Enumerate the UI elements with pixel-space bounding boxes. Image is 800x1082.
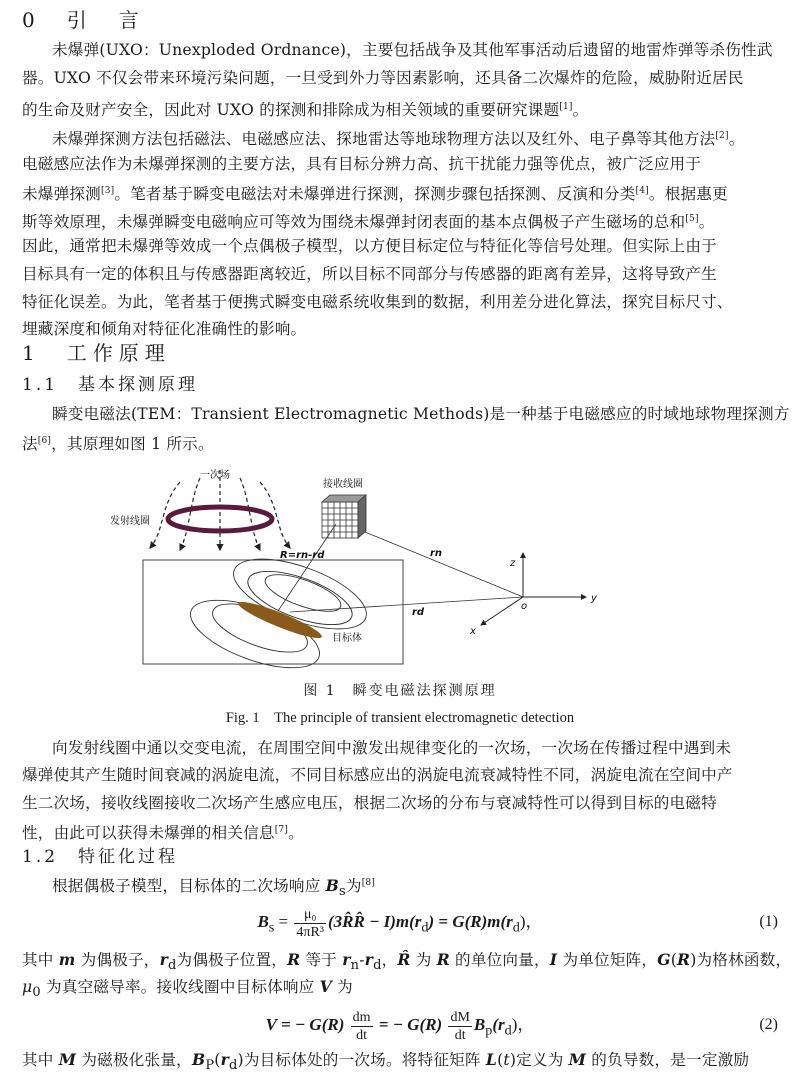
text-line	[22, 150, 782, 178]
math-symbol: R̂	[397, 950, 411, 969]
text-segment: )为格林函数，	[690, 951, 792, 969]
text-segment: (	[214, 1051, 221, 1069]
eq1-equals: =	[274, 912, 293, 931]
text-segment: 其中	[22, 951, 59, 969]
math-symbol: M	[568, 1050, 587, 1069]
citation: [6]	[37, 436, 52, 447]
text-segment: 为	[331, 977, 353, 996]
subsection-heading-characterization: 1.2 特征化过程	[22, 847, 179, 867]
text-segment: )为目标体处的一次场。将特征矩阵	[237, 1051, 486, 1069]
text-segment: 未爆弹探测方法包括磁法、电磁感应法、探地雷达等地球物理方法以及红外、电子鼻等其他方法	[52, 130, 716, 148]
text-segment: 等于	[300, 951, 343, 969]
eq1-mid2: ) = G(R)m(r	[428, 912, 513, 931]
eq1-lhs-sub: s	[268, 919, 275, 936]
text-line	[52, 36, 782, 64]
subscript: 0	[32, 984, 41, 1000]
figure-1-diagram	[0, 455, 800, 680]
eq1-denominator: 4πR³	[296, 924, 324, 940]
label-target: 目标体	[332, 633, 362, 644]
label-R-equation: R=rn-rd	[280, 550, 325, 561]
math-symbol: M	[58, 1050, 77, 1069]
text-segment: 埋藏深度和倾角对特征化准确性的影响。	[22, 320, 307, 339]
eq1-numerator: μ₀	[294, 906, 326, 924]
text-segment: 。	[728, 130, 745, 148]
text-segment: 为单位矩阵，	[557, 951, 658, 969]
section-heading-working-principle: 1 工作原理	[22, 341, 171, 365]
subscript: d	[373, 958, 382, 974]
text-segment: -	[359, 951, 365, 969]
citation: [3]	[100, 186, 115, 197]
eq1-end: )，	[519, 912, 543, 931]
text-line	[22, 288, 782, 316]
eq2-fraction-1	[351, 1009, 373, 1044]
equation-number-1: (1)	[759, 913, 778, 930]
label-primary-field: 一次场	[200, 470, 230, 481]
subscript: d	[168, 958, 177, 974]
eq2-lhs: V	[265, 1015, 277, 1034]
text-line	[52, 400, 790, 428]
text-segment: 的生命及财产安全，因此对 UXO 的探测和排除成为相关领域的重要研究课题	[22, 100, 560, 119]
text-segment: 爆弹使其产生随时间衰减的涡旋电流，不同目标感应出的涡旋电流衰减特性不同，涡旋电流在空间中产	[22, 766, 733, 785]
text-segment: 向发射线圈中通以交变电流，在周围空间中激发出规律变化的一次场，一次场在传播过程中遇到未	[52, 739, 732, 757]
section-heading-introduction: 0 引 言	[22, 8, 145, 32]
citation: [4]	[635, 186, 649, 197]
text-line	[22, 973, 782, 1001]
text-segment: 。	[698, 212, 715, 231]
eq2-term2: = − G(R)	[374, 1015, 447, 1034]
citation: [2]	[715, 131, 729, 141]
eq1-sub-d2: d	[512, 919, 520, 936]
text-segment: 瞬变电磁法(TEM：Transient Electromagnetic Methods)是一种基于电磁感应的时域地球物理探测方	[52, 405, 790, 423]
text-segment: 。	[572, 100, 589, 119]
receiver-coil-cube	[322, 495, 366, 538]
text-segment: 为偶极子位置，	[176, 951, 288, 969]
math-symbol: R	[436, 950, 450, 969]
text-segment: )定义为	[509, 1051, 569, 1069]
text-segment: 为偶极子，	[75, 951, 160, 969]
math-symbol: B	[191, 1050, 206, 1069]
text-line	[22, 205, 782, 233]
eq1-lhs: B	[257, 912, 269, 931]
subsection-heading-basic-principle: 1.1 基本探测原理	[22, 375, 199, 395]
equation-number-2: (2)	[759, 1016, 778, 1033]
math-symbol: r	[364, 950, 374, 969]
text-segment: 特征化误差。为此，笔者基于便携式瞬变电磁系统收集到的数据，利用差分进化算法，探究目标尺寸、	[22, 292, 733, 311]
eq2-term1: = − G(R)	[276, 1015, 349, 1034]
math-symbol: L	[485, 1050, 498, 1069]
text-line	[22, 177, 782, 205]
label-transmitter-coil: 发射线圈	[110, 516, 150, 527]
citation: [7]	[274, 825, 289, 836]
text-segment: (	[497, 1051, 504, 1069]
subscript: P	[205, 1058, 215, 1074]
text-segment: 未爆弹探测	[22, 185, 101, 204]
math-symbol: m	[58, 950, 76, 969]
eq2-end: )，	[511, 1015, 535, 1034]
math-symbol: V	[319, 976, 332, 996]
text-line	[52, 122, 782, 150]
text-segment: 法	[22, 435, 38, 454]
math-symbol: r	[220, 1050, 229, 1069]
text-segment: 目标具有一定的体积且与传感器距离较近，所以目标不同部分与传感器的距离有差异，这将导致产生	[22, 265, 717, 283]
math-symbol: r	[159, 950, 169, 969]
label-receiver-coil: 接收线圈	[323, 479, 363, 490]
subscript: n	[350, 958, 360, 974]
text-segment: 性，由此可以获得未爆弹的相关信息	[22, 824, 275, 843]
eq2-num1: dm	[352, 1009, 371, 1025]
eq1-sub-d: d	[421, 919, 429, 936]
text-segment: 。	[288, 824, 304, 843]
text-line	[52, 869, 782, 900]
text-segment: 为磁极化张量，	[76, 1051, 192, 1069]
text-line	[22, 1046, 782, 1074]
text-segment: 电磁感应法作为未爆弹探测的主要方法，具有目标分辨力高、抗干扰能力强等优点，被广泛应用于	[22, 154, 702, 173]
text-line	[52, 734, 782, 762]
equation-1	[0, 900, 800, 944]
subscript: s	[339, 884, 346, 900]
math-symbol: μ	[22, 977, 33, 996]
vectors	[278, 524, 523, 612]
figure-caption-cn: 图 1 瞬变电磁法探测原理	[303, 683, 497, 699]
citation: [1]	[559, 101, 573, 112]
text-line	[22, 427, 782, 455]
eq2-sub-d: d	[504, 1022, 512, 1039]
text-segment: ，其原理如图 1 所示。	[51, 435, 214, 454]
text-segment: 的负导数，是一定激励	[586, 1051, 750, 1069]
text-segment: 生二次场，接收线圈接收二次场产生感应电压，根据二次场的分布与衰减特性可以得到目标的电磁特	[22, 793, 717, 812]
label-origin: o	[521, 601, 528, 612]
eq2-fraction-2	[448, 1009, 471, 1044]
label-rn: rn	[430, 548, 443, 559]
text-segment: 为	[410, 951, 437, 969]
citation: [5]	[685, 213, 699, 224]
label-z-axis: z	[510, 558, 516, 569]
text-line	[22, 260, 782, 288]
text-segment: ，	[381, 951, 398, 969]
eq2-den1: dt	[356, 1027, 368, 1043]
eq2-tail: B	[473, 1015, 486, 1034]
eq2-num2: dM	[450, 1009, 470, 1025]
text-segment: 为	[345, 877, 362, 895]
text-segment: 的单位向量，	[449, 951, 550, 969]
text-segment: 因此，通常把未爆弹等效成一个点偶极子模型，以方便目标定位与特征化等信号处理。但实际上由于	[22, 237, 717, 256]
math-symbol: I	[549, 950, 558, 969]
coordinate-axes	[481, 553, 586, 625]
label-y-axis: y	[591, 593, 597, 604]
text-line	[22, 789, 782, 817]
math-symbol: B	[325, 876, 340, 895]
eq2-tail2: (r	[492, 1015, 505, 1034]
text-segment: 其中	[22, 1051, 59, 1069]
label-rd: rd	[412, 607, 425, 618]
text-line	[22, 816, 782, 844]
math-symbol: R	[287, 950, 301, 969]
citation: [8]	[361, 878, 376, 888]
math-symbol: r	[342, 950, 351, 969]
text-line	[22, 761, 782, 789]
math-symbol: R	[677, 950, 691, 969]
text-segment: 器。UXO 不仅会带来环境污染问题，一旦受到外力等因素影响，还具备二次爆炸的危险，威胁附近居民	[22, 69, 744, 88]
eq2-den2: dt	[454, 1027, 466, 1043]
math-symbol: G	[657, 950, 671, 969]
math-symbol: t	[503, 1051, 510, 1069]
target-body	[236, 597, 325, 644]
subscript: d	[229, 1058, 238, 1074]
equation-2	[0, 1003, 800, 1047]
eq1-fraction	[294, 906, 326, 941]
primary-field-lines	[150, 470, 290, 550]
label-x-axis: x	[470, 626, 476, 637]
figure-caption-en: Fig. 1 The principle of transient electromagnetic detection	[225, 710, 575, 726]
eq2-tail-sub: p	[485, 1022, 493, 1039]
text-line	[22, 64, 782, 92]
text-segment: 斯等效原理，未爆弹瞬变电磁响应可等效为围绕未爆弹封闭表面的基本点偶极子产生磁场的总和	[22, 212, 686, 231]
text-segment: 未爆弹(UXO：Unexploded Ordnance)，主要包括战争及其他军事活动后遗留的地雷炸弹等杀伤性武	[52, 41, 773, 59]
text-line	[22, 232, 782, 260]
text-line	[22, 946, 792, 974]
text-segment: (	[670, 951, 678, 969]
text-segment: 根据偶极子模型，目标体的二次场响应	[52, 877, 326, 895]
text-segment: 为真空磁导率。接收线圈中目标体响应	[40, 977, 320, 996]
text-segment: 。笔者基于瞬变电磁法对未爆弹进行探测，探测步骤包括探测、反演和分类	[114, 185, 636, 204]
eq1-mid: (3R̂R̂ − I)m(r	[328, 912, 422, 931]
text-line	[22, 93, 782, 121]
text-segment: 。根据惠更	[648, 185, 728, 204]
